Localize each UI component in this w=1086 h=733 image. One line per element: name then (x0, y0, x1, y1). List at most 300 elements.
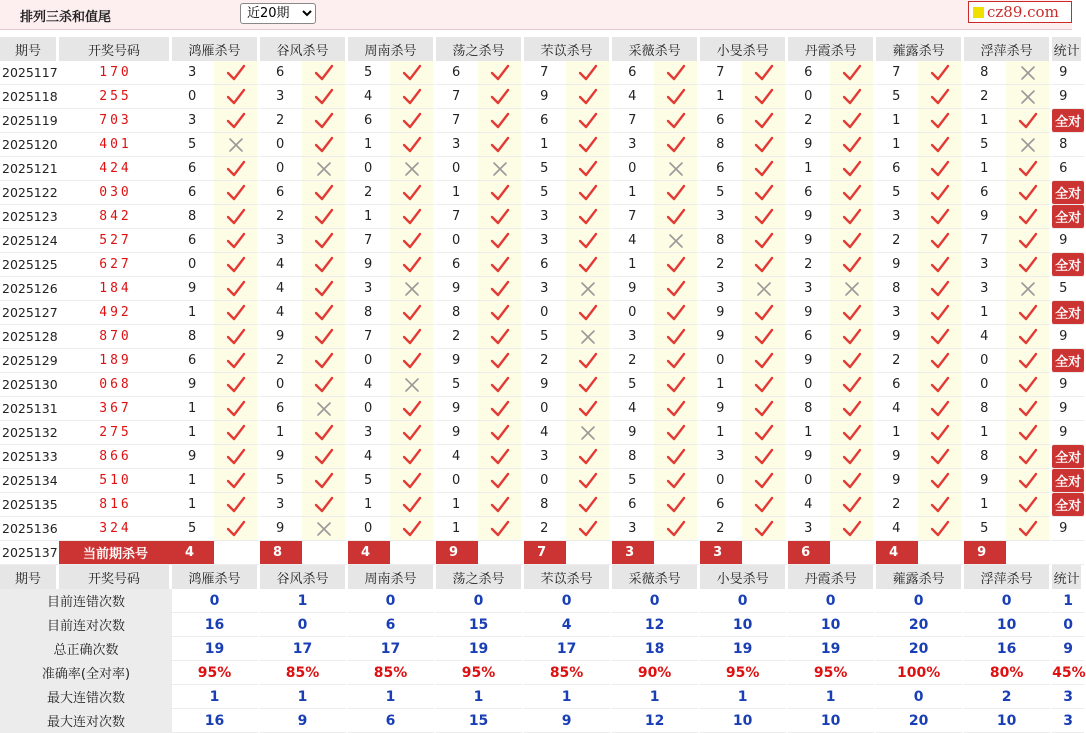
kill-value: 0 (700, 349, 742, 373)
current-blank (918, 541, 964, 565)
check-icon (402, 64, 422, 82)
check-icon (754, 184, 774, 202)
stat-cell (1052, 469, 1084, 493)
period-select[interactable] (240, 3, 316, 24)
kill-value: 1 (964, 157, 1006, 181)
current-kill: 6 (788, 541, 830, 565)
check-icon (1018, 184, 1038, 202)
col-expert: 周南杀号 (348, 565, 436, 589)
kill-value: 9 (260, 445, 302, 469)
result-cell (390, 277, 436, 301)
kill-value: 9 (260, 517, 302, 541)
check-icon (314, 352, 334, 370)
kill-value: 3 (788, 277, 830, 301)
check-icon (314, 136, 334, 154)
check-icon (490, 376, 510, 394)
result-cell (1006, 157, 1052, 181)
summary-value: 0 (700, 589, 788, 613)
kill-value: 0 (348, 397, 390, 421)
result-cell (918, 349, 964, 373)
summary-value: 85% (524, 661, 612, 685)
summary-value: 3 (1052, 709, 1084, 733)
page-title: 排列三杀和值尾 (20, 10, 112, 25)
kill-value: 0 (172, 253, 214, 277)
kill-value: 5 (876, 181, 918, 205)
table-row (0, 493, 1084, 517)
result-cell (918, 157, 964, 181)
result-cell (830, 109, 876, 133)
check-icon (490, 88, 510, 106)
kill-value: 6 (260, 181, 302, 205)
result-cell (302, 421, 348, 445)
check-icon (754, 328, 774, 346)
check-icon (578, 496, 598, 514)
result-cell (830, 493, 876, 517)
check-icon (842, 208, 862, 226)
result-cell (1006, 301, 1052, 325)
check-icon (930, 208, 950, 226)
current-kill: 4 (876, 541, 918, 565)
kill-value: 4 (612, 229, 654, 253)
kill-value: 5 (876, 85, 918, 109)
kill-value: 5 (700, 181, 742, 205)
result-cell (654, 445, 700, 469)
result-cell (1006, 349, 1052, 373)
result-cell (302, 301, 348, 325)
cross-icon (1018, 280, 1038, 298)
kill-value: 3 (964, 253, 1006, 277)
result-cell (478, 469, 524, 493)
current-blank (214, 541, 260, 565)
result-cell (302, 157, 348, 181)
period-cell: 2025121 (0, 157, 59, 181)
kill-value: 8 (172, 205, 214, 229)
top-bar (0, 0, 1072, 30)
check-icon (226, 160, 246, 178)
col-expert: 谷风杀号 (260, 565, 348, 589)
result-cell (918, 229, 964, 253)
result-cell (302, 61, 348, 85)
stat-value: 5 (1059, 281, 1068, 296)
stat-cell (1052, 397, 1084, 421)
summary-value: 10 (700, 709, 788, 733)
check-icon (754, 352, 774, 370)
col-expert: 小旻杀号 (700, 565, 788, 589)
kill-value: 0 (348, 517, 390, 541)
result-cell (830, 61, 876, 85)
draw-numbers: 870 (59, 325, 172, 349)
kill-value: 2 (876, 229, 918, 253)
check-icon (842, 184, 862, 202)
check-icon (578, 304, 598, 322)
check-icon (578, 400, 598, 418)
summary-value: 100% (876, 661, 964, 685)
check-icon (930, 160, 950, 178)
check-icon (930, 424, 950, 442)
summary-value: 1 (348, 685, 436, 709)
current-kill: 3 (612, 541, 654, 565)
kill-value: 2 (348, 181, 390, 205)
check-icon (930, 400, 950, 418)
kill-value: 6 (700, 157, 742, 181)
draw-numbers: 324 (59, 517, 172, 541)
result-cell (830, 181, 876, 205)
table-row (0, 109, 1084, 133)
kill-value: 9 (524, 85, 566, 109)
result-cell (654, 325, 700, 349)
check-icon (402, 256, 422, 274)
check-icon (842, 424, 862, 442)
stat-cell (1052, 85, 1084, 109)
result-cell (654, 253, 700, 277)
kill-value: 9 (788, 205, 830, 229)
result-cell (214, 157, 260, 181)
check-icon (754, 208, 774, 226)
check-icon (754, 256, 774, 274)
stat-cell (1052, 325, 1084, 349)
check-icon (226, 520, 246, 538)
kill-value: 5 (524, 325, 566, 349)
result-cell (478, 397, 524, 421)
summary-value: 1 (524, 685, 612, 709)
kill-value: 1 (172, 421, 214, 445)
check-icon (930, 112, 950, 130)
kill-value: 3 (260, 229, 302, 253)
kill-value: 0 (700, 469, 742, 493)
kill-value: 2 (260, 205, 302, 229)
check-icon (402, 208, 422, 226)
result-cell (214, 469, 260, 493)
kill-value: 9 (172, 277, 214, 301)
check-icon (578, 256, 598, 274)
kill-value: 9 (788, 229, 830, 253)
result-cell (214, 349, 260, 373)
all-correct-badge: 全对 (1052, 349, 1084, 372)
kill-value: 1 (876, 421, 918, 445)
result-cell (1006, 205, 1052, 229)
result-cell (566, 109, 612, 133)
result-cell (1006, 253, 1052, 277)
draw-numbers: 627 (59, 253, 172, 277)
check-icon (402, 400, 422, 418)
check-icon (842, 304, 862, 322)
col-expert: 采薇杀号 (612, 37, 700, 61)
kill-value: 1 (172, 469, 214, 493)
check-icon (402, 448, 422, 466)
col-expert: 丹霞杀号 (788, 37, 876, 61)
result-cell (478, 85, 524, 109)
check-icon (930, 136, 950, 154)
kill-value: 9 (260, 325, 302, 349)
result-cell (566, 61, 612, 85)
check-icon (314, 304, 334, 322)
kill-value: 5 (436, 373, 478, 397)
result-cell (1006, 325, 1052, 349)
draw-numbers: 255 (59, 85, 172, 109)
check-icon (490, 208, 510, 226)
result-cell (566, 253, 612, 277)
check-icon (226, 280, 246, 298)
kill-table (0, 37, 1084, 733)
summary-value: 85% (260, 661, 348, 685)
stat-value: 9 (1059, 425, 1068, 440)
kill-value: 8 (172, 325, 214, 349)
result-cell (478, 301, 524, 325)
kill-value: 5 (612, 373, 654, 397)
check-icon (666, 208, 686, 226)
result-cell (302, 205, 348, 229)
kill-value: 9 (436, 421, 478, 445)
summary-row (0, 661, 1084, 685)
kill-value: 2 (260, 109, 302, 133)
col-expert: 小旻杀号 (700, 37, 788, 61)
kill-value: 3 (612, 325, 654, 349)
result-cell (830, 85, 876, 109)
check-icon (754, 88, 774, 106)
summary-row (0, 637, 1084, 661)
col-numbers: 开奖号码 (59, 37, 172, 61)
summary-value: 10 (788, 709, 876, 733)
all-correct-badge: 全对 (1052, 253, 1084, 276)
check-icon (930, 448, 950, 466)
table-row (0, 253, 1084, 277)
cross-icon (1018, 64, 1038, 82)
summary-value: 15 (436, 709, 524, 733)
result-cell (390, 253, 436, 277)
check-icon (754, 472, 774, 490)
summary-value: 6 (348, 709, 436, 733)
result-cell (478, 325, 524, 349)
current-kill: 9 (436, 541, 478, 565)
stat-cell (1052, 205, 1084, 229)
check-icon (666, 328, 686, 346)
summary-value: 20 (876, 613, 964, 637)
result-cell (742, 277, 788, 301)
result-cell (566, 349, 612, 373)
check-icon (578, 208, 598, 226)
check-icon (226, 184, 246, 202)
check-icon (754, 112, 774, 130)
result-cell (478, 373, 524, 397)
check-icon (402, 328, 422, 346)
result-cell (566, 205, 612, 229)
result-cell (918, 133, 964, 157)
result-cell (742, 325, 788, 349)
result-cell (566, 397, 612, 421)
result-cell (654, 181, 700, 205)
result-cell (214, 109, 260, 133)
col-stat: 统计 (1052, 565, 1084, 589)
kill-value: 9 (788, 445, 830, 469)
summary-value: 1 (436, 685, 524, 709)
site-logo[interactable] (968, 1, 1072, 23)
kill-value: 2 (436, 325, 478, 349)
result-cell (742, 253, 788, 277)
check-icon (490, 232, 510, 250)
stat-cell (1052, 229, 1084, 253)
stat-cell (1052, 373, 1084, 397)
check-icon (930, 64, 950, 82)
check-icon (226, 400, 246, 418)
current-stat-blank (1052, 541, 1084, 565)
summary-value: 1 (260, 589, 348, 613)
kill-value: 0 (260, 157, 302, 181)
kill-value: 3 (700, 205, 742, 229)
all-correct-badge: 全对 (1052, 181, 1084, 204)
check-icon (1018, 304, 1038, 322)
result-cell (918, 181, 964, 205)
check-icon (578, 376, 598, 394)
kill-value: 0 (524, 469, 566, 493)
result-cell (478, 157, 524, 181)
kill-value: 7 (876, 61, 918, 85)
summary-value: 12 (612, 613, 700, 637)
result-cell (566, 229, 612, 253)
period-cell: 2025134 (0, 469, 59, 493)
result-cell (390, 421, 436, 445)
check-icon (314, 472, 334, 490)
kill-value: 6 (172, 157, 214, 181)
kill-value: 4 (348, 445, 390, 469)
kill-value: 0 (436, 469, 478, 493)
result-cell (918, 517, 964, 541)
kill-value: 6 (788, 325, 830, 349)
kill-value: 9 (964, 205, 1006, 229)
summary-value: 12 (612, 709, 700, 733)
kill-value: 0 (788, 85, 830, 109)
result-cell (654, 397, 700, 421)
check-icon (1018, 160, 1038, 178)
current-kill: 4 (348, 541, 390, 565)
stat-cell (1052, 157, 1084, 181)
check-icon (578, 448, 598, 466)
stat-value: 9 (1059, 233, 1068, 248)
kill-value: 8 (348, 301, 390, 325)
result-cell (830, 133, 876, 157)
current-blank (742, 541, 788, 565)
check-icon (842, 328, 862, 346)
result-cell (478, 205, 524, 229)
check-icon (226, 304, 246, 322)
kill-value: 1 (436, 181, 478, 205)
check-icon (226, 112, 246, 130)
result-cell (654, 349, 700, 373)
check-icon (1018, 448, 1038, 466)
period-cell: 2025126 (0, 277, 59, 301)
kill-value: 8 (964, 445, 1006, 469)
draw-numbers: 703 (59, 109, 172, 133)
kill-value: 6 (612, 493, 654, 517)
check-icon (402, 112, 422, 130)
check-icon (1018, 472, 1038, 490)
draw-numbers: 527 (59, 229, 172, 253)
summary-value: 9 (524, 709, 612, 733)
result-cell (654, 373, 700, 397)
result-cell (478, 61, 524, 85)
kill-value: 1 (172, 493, 214, 517)
period-cell: 2025128 (0, 325, 59, 349)
summary-row (0, 589, 1084, 613)
col-numbers: 开奖号码 (59, 565, 172, 589)
result-cell (478, 253, 524, 277)
result-cell (302, 349, 348, 373)
period-cell: 2025132 (0, 421, 59, 445)
summary-value: 3 (1052, 685, 1084, 709)
period-cell: 2025120 (0, 133, 59, 157)
kill-value: 0 (788, 373, 830, 397)
cross-icon (1018, 88, 1038, 106)
draw-numbers: 184 (59, 277, 172, 301)
table-row (0, 517, 1084, 541)
check-icon (490, 184, 510, 202)
result-cell (390, 325, 436, 349)
result-cell (214, 85, 260, 109)
kill-value: 7 (436, 85, 478, 109)
check-icon (578, 160, 598, 178)
result-cell (478, 517, 524, 541)
current-label: 当前期杀号 (59, 541, 172, 565)
kill-value: 3 (348, 277, 390, 301)
check-icon (578, 520, 598, 538)
result-cell (654, 517, 700, 541)
kill-value: 1 (436, 493, 478, 517)
result-cell (478, 349, 524, 373)
check-icon (226, 208, 246, 226)
result-cell (302, 181, 348, 205)
all-correct-badge: 全对 (1052, 445, 1084, 468)
check-icon (666, 376, 686, 394)
summary-value: 95% (172, 661, 260, 685)
kill-value: 0 (788, 469, 830, 493)
check-icon (402, 352, 422, 370)
result-cell (742, 181, 788, 205)
kill-value: 2 (524, 349, 566, 373)
draw-numbers: 367 (59, 397, 172, 421)
kill-value: 1 (788, 421, 830, 445)
kill-value: 8 (964, 397, 1006, 421)
result-cell (742, 229, 788, 253)
result-cell (214, 397, 260, 421)
result-cell (742, 85, 788, 109)
kill-value: 3 (788, 517, 830, 541)
result-cell (830, 397, 876, 421)
check-icon (1018, 424, 1038, 442)
kill-value: 0 (436, 157, 478, 181)
kill-value: 4 (964, 325, 1006, 349)
result-cell (566, 133, 612, 157)
check-icon (666, 400, 686, 418)
table-header-row (0, 37, 1084, 61)
stat-cell (1052, 133, 1084, 157)
result-cell (566, 517, 612, 541)
kill-value: 4 (876, 517, 918, 541)
kill-value: 2 (788, 109, 830, 133)
summary-value: 1 (700, 685, 788, 709)
kill-value: 2 (876, 493, 918, 517)
kill-value: 9 (700, 397, 742, 421)
result-cell (390, 349, 436, 373)
result-cell (742, 493, 788, 517)
kill-value: 8 (524, 493, 566, 517)
current-blank (302, 541, 348, 565)
summary-value: 0 (964, 589, 1052, 613)
check-icon (490, 136, 510, 154)
result-cell (918, 301, 964, 325)
kill-value: 1 (964, 493, 1006, 517)
result-cell (830, 205, 876, 229)
summary-value: 10 (964, 709, 1052, 733)
kill-value: 1 (524, 133, 566, 157)
